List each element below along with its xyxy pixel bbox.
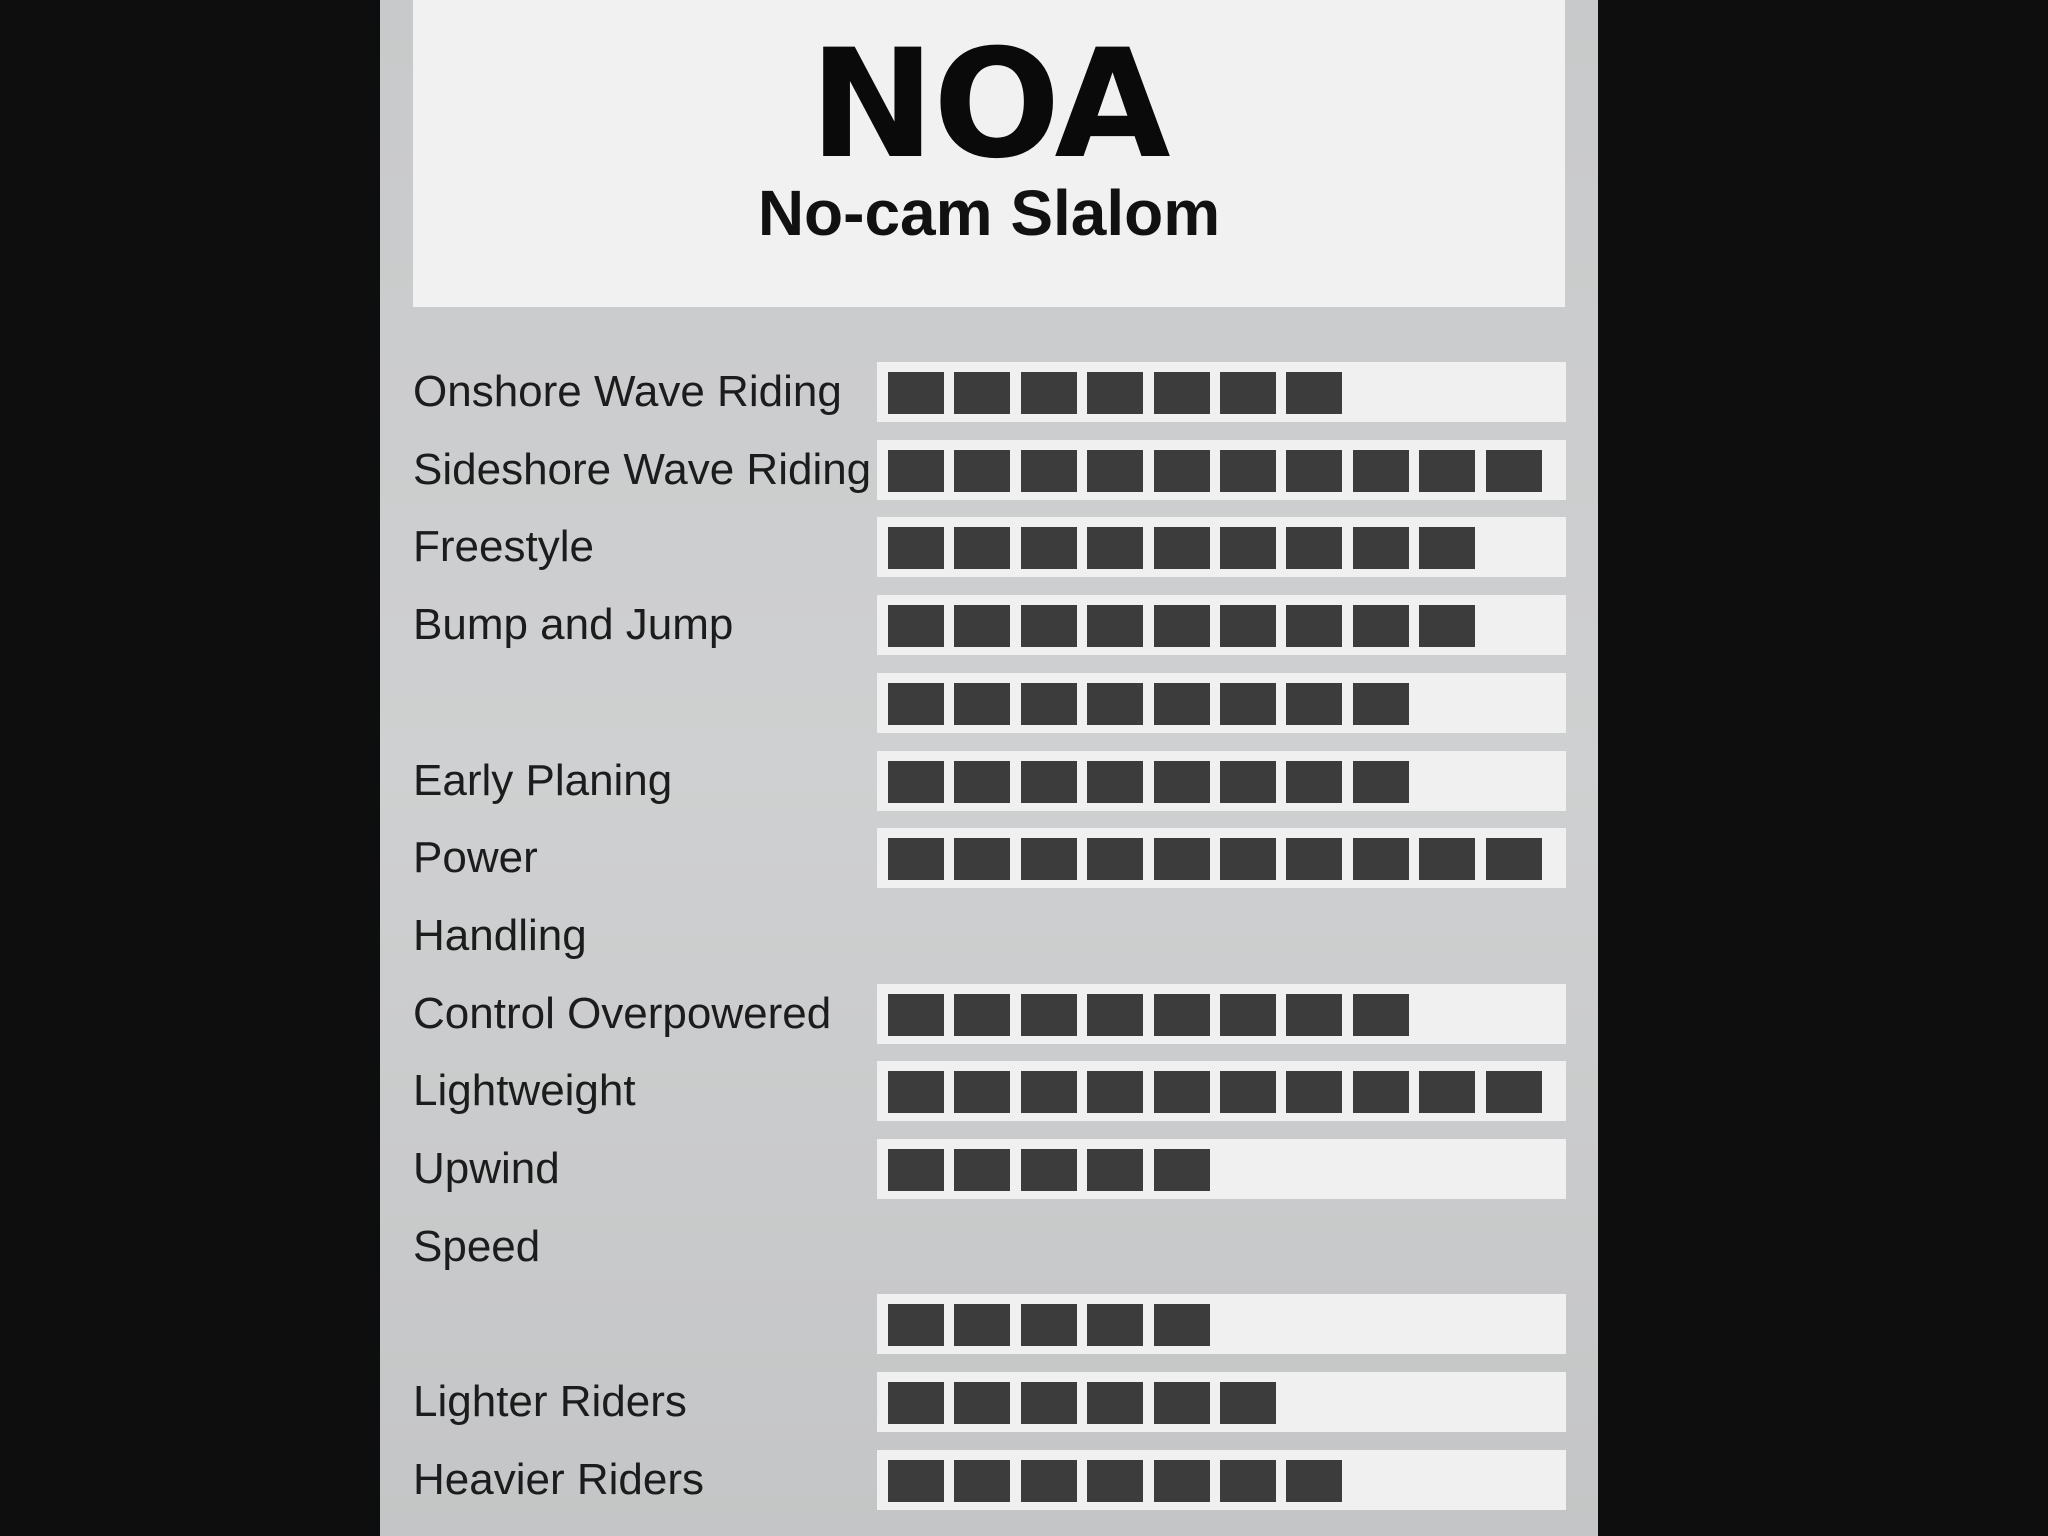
rating-segment — [1286, 994, 1342, 1036]
rating-segment — [1220, 527, 1276, 569]
rating-segment — [954, 1460, 1010, 1502]
rating-segment — [1021, 1382, 1077, 1424]
rating-segment — [1419, 1071, 1475, 1113]
rating-segment — [1154, 1382, 1210, 1424]
rating-label: Sideshore Wave Riding — [413, 445, 872, 494]
rating-segment — [888, 1382, 944, 1424]
rating-segment — [1087, 527, 1143, 569]
rating-segment — [1087, 1460, 1143, 1502]
rating-segment — [1286, 527, 1342, 569]
rating-segment — [1419, 450, 1475, 492]
rating-segment — [1087, 1304, 1143, 1346]
rating-segment — [1286, 605, 1342, 647]
rating-segment — [1021, 994, 1077, 1036]
rating-segment — [1286, 1460, 1342, 1502]
rating-segment — [1021, 683, 1077, 725]
rating-segment — [1087, 761, 1143, 803]
rating-segment — [888, 1460, 944, 1502]
rating-label — [413, 1296, 873, 1352]
rating-label: Onshore Wave Riding — [413, 367, 842, 416]
rating-segment — [1353, 605, 1409, 647]
rating-label: Bump and Jump — [413, 600, 734, 649]
rating-bar-track — [877, 673, 1566, 733]
rating-segment — [888, 1071, 944, 1113]
rating-card — [380, 0, 1598, 1536]
rating-segment — [954, 1071, 1010, 1113]
rating-segment — [1087, 994, 1143, 1036]
rating-segment — [888, 1304, 944, 1346]
rating-bar-track — [877, 1061, 1566, 1121]
rating-label: Power — [413, 833, 538, 882]
rating-label: Freestyle — [413, 522, 594, 571]
rating-segment — [888, 605, 944, 647]
rating-segment — [1021, 1149, 1077, 1191]
rating-segment — [954, 1304, 1010, 1346]
rating-bar-track — [877, 751, 1566, 811]
rating-segment — [1353, 838, 1409, 880]
rating-segment — [954, 761, 1010, 803]
rating-segment — [888, 838, 944, 880]
rating-segment — [1021, 838, 1077, 880]
rating-segment — [1087, 683, 1143, 725]
brand-title: NOA — [809, 18, 1169, 192]
rating-segment — [888, 994, 944, 1036]
rating-label — [413, 675, 873, 731]
rating-segment — [1486, 450, 1542, 492]
rating-segment — [1286, 1071, 1342, 1113]
rating-segment — [1021, 605, 1077, 647]
rating-segment — [1087, 450, 1143, 492]
rating-segment — [888, 527, 944, 569]
rating-segment — [1419, 605, 1475, 647]
rating-label: Lightweight — [413, 1066, 636, 1115]
rating-bar-track — [877, 595, 1566, 655]
rating-segment — [1154, 527, 1210, 569]
rating-segment — [1021, 1071, 1077, 1113]
rating-segment — [1154, 838, 1210, 880]
rating-segment — [888, 1149, 944, 1191]
rating-segment — [954, 605, 1010, 647]
rating-segment — [888, 450, 944, 492]
rating-bar-track — [877, 517, 1566, 577]
rating-segment — [954, 1149, 1010, 1191]
rating-segment — [1353, 761, 1409, 803]
rating-segment — [1220, 1382, 1276, 1424]
rating-bar-track — [877, 362, 1566, 422]
card-header — [413, 0, 1565, 307]
rating-segment — [1154, 994, 1210, 1036]
rating-segment — [1154, 1149, 1210, 1191]
rating-label: Upwind — [413, 1144, 560, 1193]
rating-segment — [954, 994, 1010, 1036]
rating-label: Speed — [413, 1222, 541, 1271]
rating-segment — [1154, 1460, 1210, 1502]
rating-segment — [1154, 605, 1210, 647]
rating-segment — [1021, 372, 1077, 414]
rating-segment — [1353, 1071, 1409, 1113]
rating-segment — [1286, 450, 1342, 492]
rating-segment — [1353, 683, 1409, 725]
rating-label: Control Overpowered — [413, 989, 832, 1038]
rating-bar-track — [877, 828, 1566, 888]
rating-segment — [1154, 761, 1210, 803]
rating-segment — [1220, 450, 1276, 492]
rating-segment — [1087, 372, 1143, 414]
rating-segment — [1154, 683, 1210, 725]
rating-segment — [888, 683, 944, 725]
rating-bar-track — [877, 1450, 1566, 1510]
model-subtitle: No-cam Slalom — [757, 177, 1221, 249]
rating-bar-track — [877, 1372, 1566, 1432]
rating-segment — [1021, 761, 1077, 803]
rating-label: Early Planing — [413, 756, 673, 805]
rating-segment — [1021, 450, 1077, 492]
rating-segment — [1021, 527, 1077, 569]
rating-segment — [1154, 372, 1210, 414]
rating-segment — [1220, 1460, 1276, 1502]
rating-segment — [1220, 838, 1276, 880]
rating-segment — [1286, 372, 1342, 414]
rating-segment — [954, 527, 1010, 569]
rating-segment — [1021, 1304, 1077, 1346]
rating-segment — [888, 372, 944, 414]
rating-bar-track — [877, 1294, 1566, 1354]
rating-segment — [1353, 450, 1409, 492]
rating-bar-track — [877, 1139, 1566, 1199]
rating-segment — [954, 450, 1010, 492]
rating-segment — [1154, 450, 1210, 492]
rating-segment — [1353, 527, 1409, 569]
rating-segment — [1486, 838, 1542, 880]
rating-segment — [1220, 372, 1276, 414]
rating-segment — [1087, 1071, 1143, 1113]
rating-segment — [1154, 1304, 1210, 1346]
rating-segment — [1286, 838, 1342, 880]
rating-segment — [954, 372, 1010, 414]
rating-segment — [1220, 761, 1276, 803]
rating-segment — [1154, 1071, 1210, 1113]
rating-segment — [954, 683, 1010, 725]
rating-segment — [1220, 1071, 1276, 1113]
rating-label: Handling — [413, 911, 587, 960]
rating-segment — [1220, 605, 1276, 647]
rating-label: Lighter Riders — [413, 1377, 687, 1426]
rating-segment — [1419, 527, 1475, 569]
rating-segment — [1087, 1382, 1143, 1424]
rating-segment — [1486, 1071, 1542, 1113]
rating-segment — [1021, 1460, 1077, 1502]
rating-segment — [1087, 1149, 1143, 1191]
rating-segment — [1220, 994, 1276, 1036]
rating-bar-track — [877, 440, 1566, 500]
rating-label: Heavier Riders — [413, 1455, 704, 1504]
rating-segment — [1419, 838, 1475, 880]
rating-segment — [888, 761, 944, 803]
rating-segment — [954, 838, 1010, 880]
rating-segment — [1353, 994, 1409, 1036]
rating-segment — [1087, 605, 1143, 647]
rating-segment — [1286, 761, 1342, 803]
rating-segment — [1286, 683, 1342, 725]
rating-segment — [1220, 683, 1276, 725]
rating-segment — [1087, 838, 1143, 880]
rating-segment — [954, 1382, 1010, 1424]
rating-bar-track — [877, 984, 1566, 1044]
